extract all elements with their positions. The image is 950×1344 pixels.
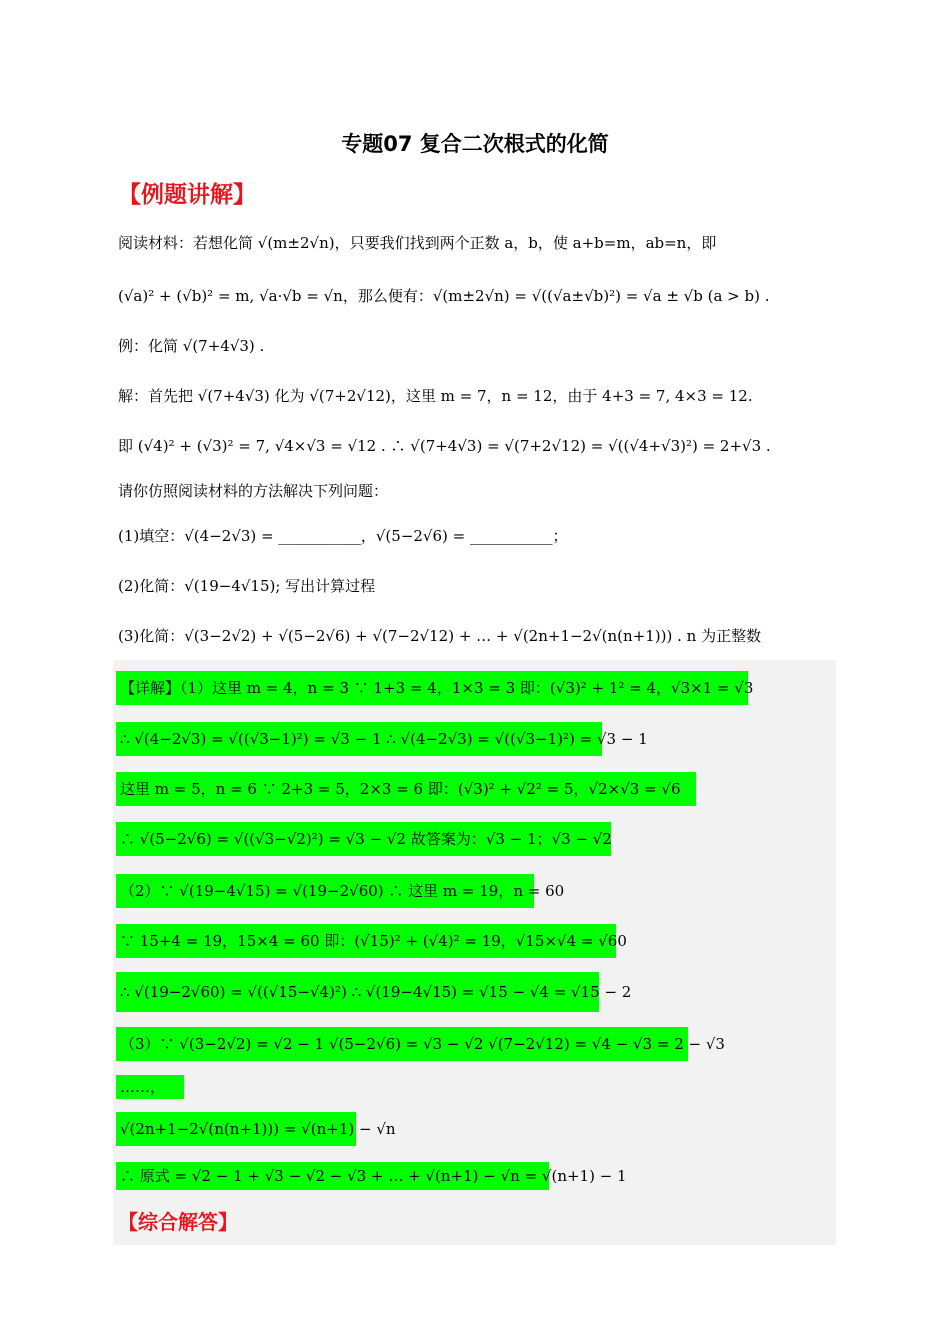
question-3: (3)化简：√(3−2√2) + √(5−2√6) + √(7−2√12) + … + √(2n+1−2√(n(n+1))) . n 为正整数 bbox=[118, 627, 762, 645]
material-line-5: 即 (√4)² + (√3)² = 7, √4×√3 = √12 . ∴ √(7+4√3) = √(7+2√12) = √((√4+√3)²) = 2+√3 . bbox=[118, 437, 771, 455]
solution-line: ……， bbox=[116, 1075, 184, 1099]
solution-line: ∴ 原式 = √2 − 1 + √3 − √2 − √3 + … + √(n+1) − √n = √(n+1) − 1 bbox=[116, 1162, 549, 1190]
solution-line: （2）∵ √(19−4√15) = √(19−2√60) ∴ 这里 m = 19，n = 60 bbox=[116, 874, 534, 908]
solution-line: 【详解】（1）这里 m = 4，n = 3 ∵ 1+3 = 4，1×3 = 3 即：(√3)² + 1² = 4，√3×1 = √3 bbox=[116, 671, 748, 705]
material-line-4: 解：首先把 √(7+4√3) 化为 √(7+2√12)，这里 m = 7，n = 12，由于 4+3 = 7, 4×3 = 12. bbox=[118, 387, 753, 405]
page-title: 专题07 复合二次根式的化简 bbox=[341, 132, 609, 156]
question-2: (2)化简：√(19−4√15); 写出计算过程 bbox=[118, 577, 376, 595]
material-line-2: (√a)² + (√b)² = m, √a·√b = √n，那么便有：√(m±2√n) = √((√a±√b)²) = √a ± √b (a > b) . bbox=[118, 287, 770, 305]
solution-line: ∴ √(19−2√60) = √((√15−√4)²) ∴ √(19−4√15) = √15 − √4 = √15 − 2 bbox=[116, 972, 599, 1012]
solution-line: ∴ √(5−2√6) = √((√3−√2)²) = √3 − √2 故答案为：√3 − 1；√3 − √2 bbox=[116, 822, 611, 856]
solution-line: ∴ √(4−2√3) = √((√3−1)²) = √3 − 1 ∴ √(4−2√3) = √((√3−1)²) = √3 − 1 bbox=[116, 722, 602, 756]
material-line-1: 阅读材料：若想化简 √(m±2√n)，只要我们找到两个正数 a，b，使 a+b=m，ab=n，即 bbox=[118, 234, 717, 252]
section-heading-comprehensive: 【综合解答】 bbox=[118, 1210, 238, 1234]
solution-line: ∵ 15+4 = 19，15×4 = 60 即：(√15)² + (√4)² = 19，√15×√4 = √60 bbox=[116, 924, 616, 958]
material-line-6: 请你仿照阅读材料的方法解决下列问题： bbox=[118, 482, 389, 500]
solution-line: 这里 m = 5，n = 6 ∵ 2+3 = 5，2×3 = 6 即：(√3)² + √2² = 5，√2×√3 = √6 bbox=[116, 772, 696, 806]
material-line-3: 例：化简 √(7+4√3) . bbox=[118, 337, 265, 355]
section-heading-examples: 【例题讲解】 bbox=[118, 182, 256, 208]
solution-line: （3）∵ √(3−2√2) = √2 − 1 √(5−2√6) = √3 − √2 √(7−2√12) = √4 − √3 = 2 − √3 bbox=[116, 1027, 688, 1061]
question-1: (1)填空：√(4−2√3) = ___________，√(5−2√6) = ___________； bbox=[118, 527, 568, 545]
solution-line: √(2n+1−2√(n(n+1))) = √(n+1) − √n bbox=[116, 1112, 356, 1146]
